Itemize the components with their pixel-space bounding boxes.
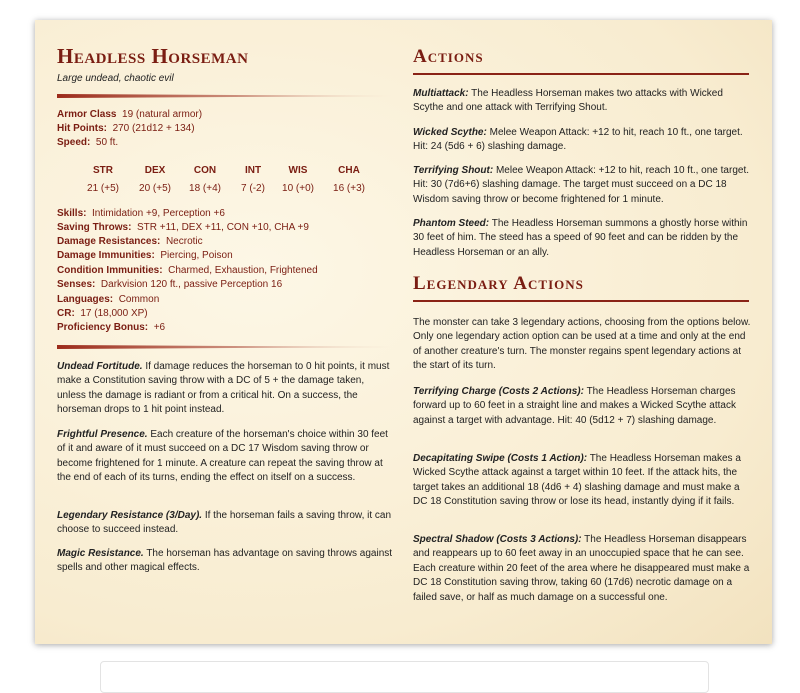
ability-value: 10 (+0) bbox=[282, 183, 314, 194]
legendary-action: Decapitating Swipe (Costs 1 Action): The Headless Horseman makes a Wicked Scythe attack against a target within 10 feet. If the attack hits, the target takes an additional 18 (4d6 + 4) slashing damage and must make a DC 18 Constitution saving throw or lose its head, instantly dying if it fails. bbox=[413, 453, 741, 508]
ability-name: WIS bbox=[288, 165, 308, 176]
action: Phantom Steed: The Headless Horseman summons a ghostly horse within 30 feet of him. The steed has a speed of 90 feet and can be ridden by the Headless Horseman or an ally. bbox=[413, 218, 748, 258]
challenge-rating: CR: 17 (18,000 XP) bbox=[57, 308, 148, 319]
ability-value: 18 (+4) bbox=[189, 183, 221, 194]
legendary-action: Terrifying Charge (Costs 2 Actions): The Headless Horseman charges forward up to 60 feet in a straight line and makes a Wicked Scythe attack against a target with advantage. Hit: 40 (5d12 + 7) slashing damage. bbox=[413, 386, 736, 426]
ability-name: INT bbox=[244, 165, 262, 176]
ability-value: 21 (+5) bbox=[87, 183, 119, 194]
ability-value: 7 (-2) bbox=[241, 183, 265, 194]
damage-resistances: Damage Resistances: Necrotic bbox=[57, 236, 203, 247]
legendary-actions-heading: Legendary Actions bbox=[413, 273, 584, 294]
divider bbox=[57, 94, 393, 98]
actions-heading: Actions bbox=[413, 46, 484, 67]
action: Multiattack: The Headless Horseman makes two attacks with Wicked Scythe and one attack with Terrifying Shout. bbox=[413, 88, 723, 114]
action: Wicked Scythe: Melee Weapon Attack: +12 to hit, reach 10 ft., one target. Hit: 24 (5d6 + 6) slashing damage. bbox=[413, 127, 743, 153]
skills: Skills: Intimidation +9, Perception +6 bbox=[57, 208, 225, 219]
ability-name: CHA bbox=[338, 165, 360, 176]
ability-value: 16 (+3) bbox=[333, 183, 365, 194]
trait: Magic Resistance. The horseman has advantage on saving throws against spells and other magical effects. bbox=[57, 548, 393, 574]
bottom-panel bbox=[100, 661, 709, 693]
ability-name: CON bbox=[193, 165, 217, 176]
languages: Languages: Common bbox=[57, 294, 160, 305]
action: Terrifying Shout: Melee Weapon Attack: +12 to hit, reach 10 ft., one target. Hit: 30 (7d6+6) slashing damage. The target must succeed on a DC 18 Wisdom saving throw or become frightened for 1 minute. bbox=[413, 165, 749, 205]
hit-points: Hit Points: 270 (21d12 + 134) bbox=[57, 123, 195, 134]
divider bbox=[57, 345, 393, 349]
trait: Undead Fortitude. If damage reduces the horseman to 0 hit points, it must make a Constitution saving throw with a DC of 5 + the damage taken, unless the damage is radiant or from a critical hit. On a success, the horseman drops to 1 hit point instead. bbox=[57, 361, 390, 416]
armor-class: Armor Class 19 (natural armor) bbox=[57, 109, 203, 120]
senses: Senses: Darkvision 120 ft., passive Perception 16 bbox=[57, 279, 283, 290]
ability-name: STR bbox=[93, 165, 113, 176]
monster-type: Large undead, chaotic evil bbox=[57, 73, 174, 84]
legendary-intro: The monster can take 3 legendary actions, choosing from the options below. Only one legendary action option can be used at a time and only at the end of another creature's turn. The monster regains spent legendary actions at the start of its turn. bbox=[413, 317, 751, 372]
proficiency-bonus: Proficiency Bonus: +6 bbox=[57, 322, 166, 333]
divider bbox=[413, 73, 749, 75]
condition-immunities: Condition Immunities: Charmed, Exhaustion, Frightened bbox=[57, 265, 318, 276]
damage-immunities: Damage Immunities: Piercing, Poison bbox=[57, 250, 233, 261]
speed: Speed: 50 ft. bbox=[57, 137, 119, 148]
legendary-action: Spectral Shadow (Costs 3 Actions): The Headless Horseman disappears and reappears up to 60 feet away in an unoccupied space that he can see. Each creature within 20 feet of the area where he disappeared must make a DC 18 Constitution saving throw, taking 60 (17d6) necrotic damage on a failed save, or half as much damage on a successful one. bbox=[413, 534, 750, 603]
monster-name: Headless Horseman bbox=[57, 44, 249, 68]
stat-block-page bbox=[35, 20, 772, 644]
trait: Legendary Resistance (3/Day). If the horseman fails a saving throw, it can choose to succeed instead. bbox=[57, 510, 392, 536]
trait: Frightful Presence. Each creature of the horseman's choice within 30 feet of it and aware of it must succeed on a DC 17 Wisdom saving throw or become frightened for 1 minute. A creature can repeat the saving throw at the end of each of its turns, ending the effect on itself on a success. bbox=[57, 429, 388, 484]
ability-value: 20 (+5) bbox=[139, 183, 171, 194]
divider bbox=[413, 300, 749, 302]
ability-name: DEX bbox=[144, 165, 166, 176]
saving-throws: Saving Throws: STR +11, DEX +11, CON +10, CHA +9 bbox=[57, 222, 309, 233]
